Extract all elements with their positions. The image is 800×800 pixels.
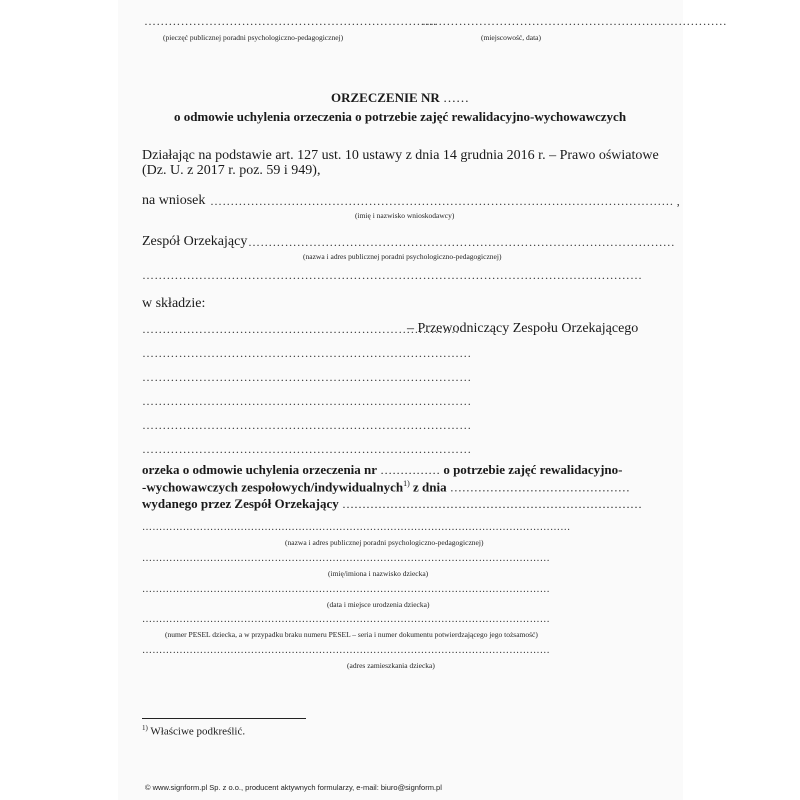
decision-date-field[interactable]: ……………………………………… <box>449 480 630 495</box>
decision-number-field[interactable]: …………… <box>380 463 441 477</box>
address-caption: (adres zamieszkania dziecka) <box>347 661 435 670</box>
member-field[interactable]: ……………………………………………………………………… <box>142 370 472 384</box>
decision-line1 <box>142 462 623 478</box>
page-title <box>0 90 800 106</box>
stamp-caption: (pieczęć publicznej poradni psychologiczno-pedagogicznej) <box>163 33 344 42</box>
legal-basis-line2: (Dz. U. z 2017 r. poz. 59 i 949), <box>142 163 321 178</box>
decision-line3 <box>142 496 642 512</box>
decision-line2 <box>142 479 630 495</box>
stamp-dots: ……………………………………………………………… <box>144 14 437 28</box>
decision-team-field[interactable]: ………………………………………………………………… <box>342 497 643 511</box>
page-subtitle: o odmowie uchylenia orzeczenia o potrzebie zajęć rewalidacyjno-wychowawczych <box>173 109 627 124</box>
child-name-field[interactable]: ………………………………………………………………………………………………………… <box>142 553 550 564</box>
page-footer: © www.signform.pl Sp. z o.o., producent aktywnych formularzy, e-mail: biuro@signform.pl <box>145 783 442 792</box>
request-caption: (imię i nazwisko wnioskodawcy) <box>355 211 455 220</box>
pesel-caption: (numer PESEL dziecka, a w przypadku braku numeru PESEL – seria i numer dokumentu potwierdzającego jego tożsamość) <box>165 630 538 639</box>
footnote-text: Właściwe podkreślić. <box>150 725 246 738</box>
title-text: ORZECZENIE NR <box>331 90 440 105</box>
member-field[interactable]: ……………………………………………………………………… <box>142 418 472 432</box>
address-field[interactable]: ………………………………………………………………………………………………………… <box>142 645 550 656</box>
birth-field[interactable]: ………………………………………………………………………………………………………… <box>142 584 550 595</box>
request-label: na wniosek <box>142 193 206 208</box>
clinic-field[interactable]: ……………………………………………………………………………………………………………… <box>142 522 571 533</box>
birth-caption: (data i miejsce urodzenia dziecka) <box>327 600 430 609</box>
decision-text: o potrzebie zajęć rewalidacyjno- <box>443 462 623 477</box>
member-field[interactable]: ……………………………………………………………………… <box>142 394 472 408</box>
legal-basis-line1: Działając na podstawie art. 127 ust. 10 ustawy z dnia 14 grudnia 2016 r. – Prawo oświatowe <box>142 148 659 163</box>
request-field[interactable]: …………………………………………………………………………………………………… , <box>210 194 680 208</box>
chair-field[interactable]: …………………………………………………………………… <box>142 322 460 336</box>
child-name-caption: (imię/imiona i nazwisko dziecka) <box>328 569 429 578</box>
pesel-field[interactable]: ………………………………………………………………………………………………………… <box>142 614 550 625</box>
footnote-mark: 1) <box>142 724 148 732</box>
member-field[interactable]: ……………………………………………………………………… <box>142 346 472 360</box>
composition-label: w składzie: <box>142 296 206 311</box>
team-field-line2[interactable]: …………………………………………………………………………………………………………… <box>142 268 643 282</box>
title-number-dots: …… <box>442 90 469 105</box>
decision-text: -wychowawczych zespołowych/indywidualnych <box>142 479 404 495</box>
footnote-ref: 1) <box>403 479 410 488</box>
member-field[interactable]: ……………………………………………………………………… <box>142 442 472 456</box>
team-label: Zespół Orzekający <box>142 234 248 249</box>
chair-label: – Przewodniczący Zespołu Orzekającego <box>407 321 639 336</box>
team-caption: (nazwa i adres publicznej poradni psychologiczno-pedagogicznej) <box>303 252 502 261</box>
place-date-dots: ………………………………………………………………… <box>422 14 727 28</box>
clinic-caption: (nazwa i adres publicznej poradni psychologiczno-pedagogicznej) <box>285 538 484 547</box>
decision-text: orzeka o odmowie uchylenia orzeczenia nr <box>142 462 377 477</box>
footnote-divider <box>142 718 306 719</box>
decision-text: wydanego przez Zespół Orzekający <box>142 496 339 511</box>
team-field[interactable]: …………………………………………………………………………………………… <box>248 235 675 249</box>
footnote <box>142 724 245 738</box>
place-date-caption: (miejscowość, data) <box>481 33 541 42</box>
decision-text: z dnia <box>413 479 447 495</box>
